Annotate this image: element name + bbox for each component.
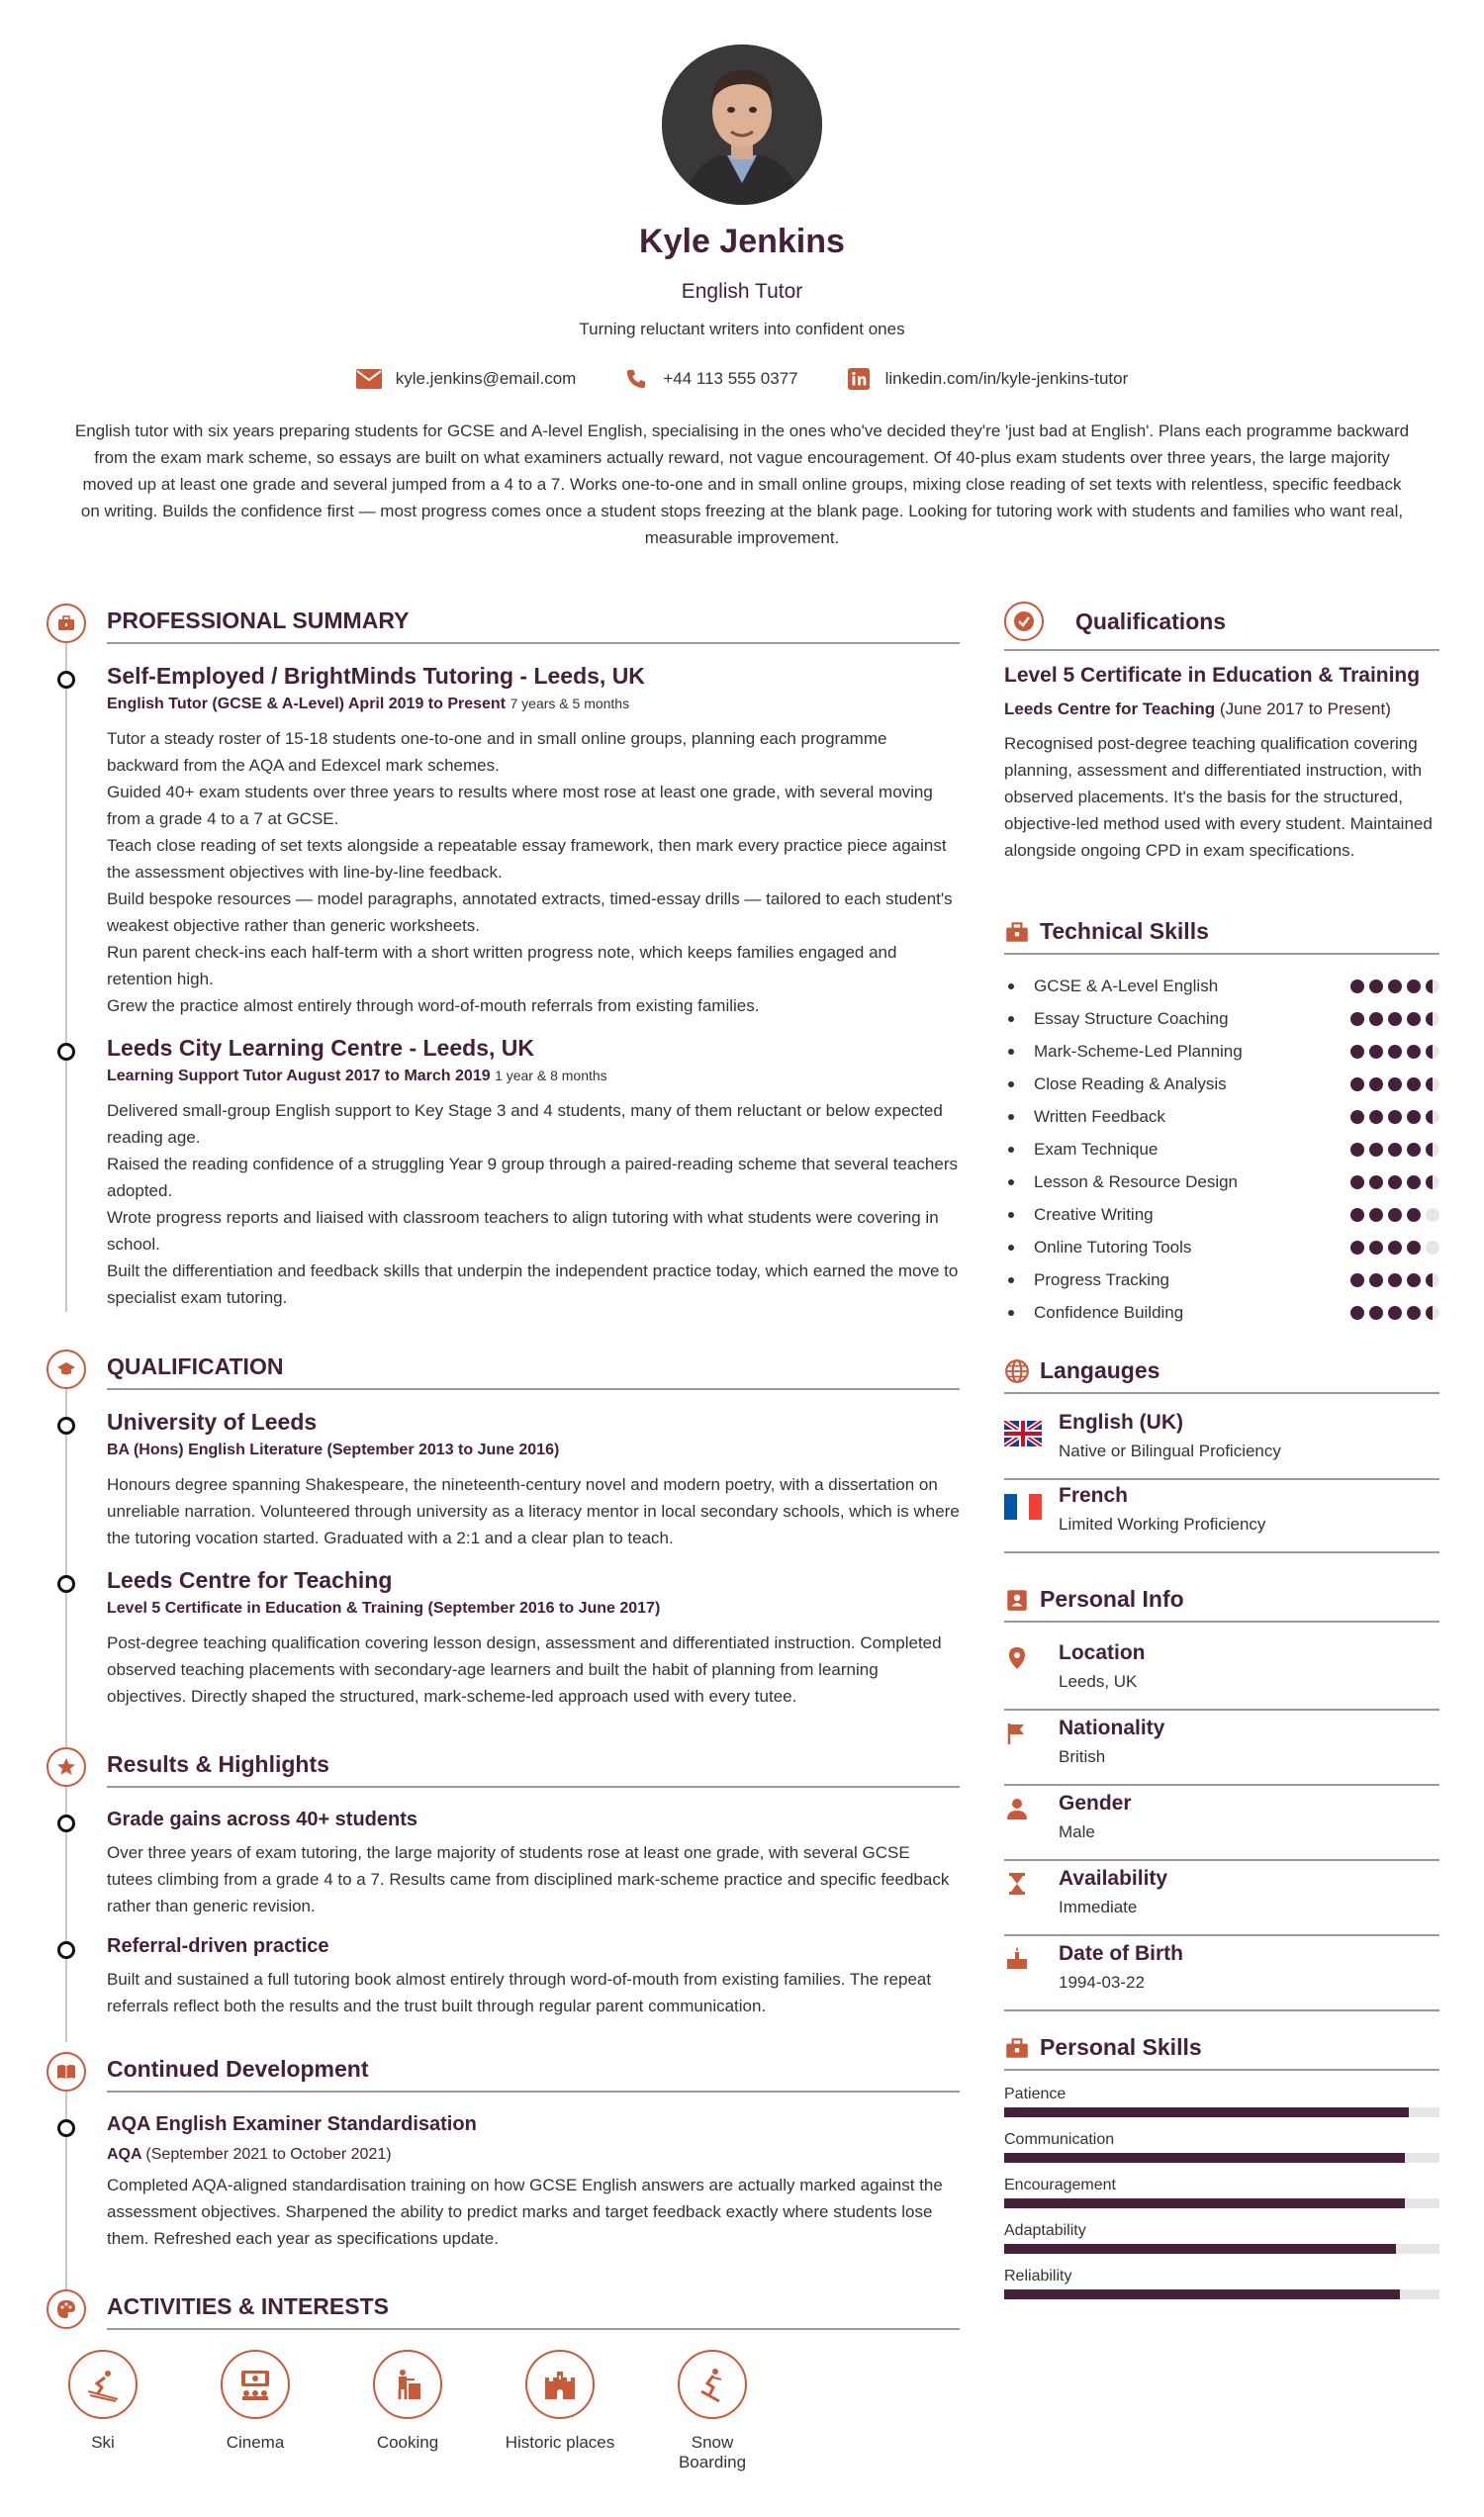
rating-dot (1369, 1175, 1383, 1189)
email-contact[interactable] (356, 368, 577, 390)
skill-name: Written Feedback (1034, 1106, 1165, 1126)
skill-bar-fill (1004, 2289, 1400, 2299)
linkedin-contact[interactable] (846, 368, 1129, 390)
rating-dot (1350, 1045, 1364, 1059)
experience-duration: 1 year & 8 months (495, 1068, 607, 1083)
info-value: Immediate (1059, 1898, 1138, 1916)
bullet-icon (1008, 1016, 1014, 1022)
skill-name: Lesson & Resource Design (1034, 1171, 1239, 1191)
technical-skill-item (1004, 1100, 1439, 1133)
experience-description: Delivered small-group English support to Key Stage 3 and 4 students, many of them reluctant or below expected reading age. Raised the reading confidence of a struggling Year 9 group through a paired-reading scheme that several teachers adopted. Wrote progress reports and liaised with classroom teachers to align tutoring with what students were covering in school. Built the differentiation and feedback skills that underpin the independent practice today, which earned the move to specialist exam tutoring. (107, 1101, 959, 1307)
technical-skill-item (1004, 1165, 1439, 1198)
hourglass-icon (1004, 1871, 1030, 1897)
rating-dot (1388, 1273, 1402, 1287)
info-value: 1994-03-22 (1059, 1973, 1145, 1992)
tagline: Turning reluctant writers into confident ones (579, 320, 905, 338)
education-degree: Level 5 Certificate in Education & Training (September 2016 to June 2017) (107, 1600, 661, 1617)
qualification-description: Recognised post-degree teaching qualification covering planning, assessment and differentiated instruction, with observed placements. It's the basis for the structured, objective-led method used with every student. Maintained alongside ongoing CPD in exam specifications. (1004, 734, 1433, 860)
phone-contact[interactable] (623, 368, 797, 390)
phone-text: +44 113 555 0377 (663, 369, 798, 388)
skill-rating (1350, 1045, 1439, 1059)
section-title-development: Continued Development (107, 2056, 960, 2093)
rating-dot (1369, 1143, 1383, 1157)
skill-bar (1004, 2289, 1439, 2299)
timeline-dot (57, 1941, 75, 1959)
rating-dot (1388, 1306, 1402, 1320)
language-item (1004, 1407, 1439, 1480)
bullet-icon (1008, 1147, 1014, 1153)
personal-skills-heading: Personal Skills (1004, 2034, 1439, 2071)
result-entry (107, 1935, 960, 2019)
personal-info-item (1004, 1863, 1439, 1936)
education-title: University of Leeds (107, 1409, 318, 1435)
personal-info-item (1004, 1637, 1439, 1711)
skill-name: Encouragement (1004, 2177, 1116, 2193)
intro-paragraph: English tutor with six years preparing students for GCSE and A-level English, specialising in the ones who've decided they're 'just bad at English'. Plans each programme backward from the exam mark scheme, so essays are built on what examiners actually reward, not vague encouragement. Of 40-plus exam students over three years, the large majority moved up at least one grade and several jumped from a 4 to a 7. Works one-to-one and in small online groups, mixing close reading of set texts with relentless, specific feedback on writing. Builds the confidence first — most progress comes once a student stops freezing at the blank page. Looking for tutoring work with students and families who want real, measurable improvement. (74, 421, 1410, 547)
development-org: AQA (September 2021 to October 2021) (107, 2146, 392, 2163)
section-title-qualification: QUALIFICATION (107, 1353, 960, 1390)
rating-dot (1350, 1306, 1364, 1320)
cake-icon (1004, 1946, 1030, 1972)
result-description: Over three years of exam tutoring, the large majority of students rose at least one grade, with several GCSE tutees climbing from a grade 4 to a 7. Results came from disciplined mark-scheme practice and specific feedback rather than generic revision. (107, 1843, 950, 1915)
rating-dot (1350, 1143, 1364, 1157)
experience-entry (107, 663, 960, 1019)
timeline-dot (57, 2119, 75, 2137)
timeline-dot (57, 1417, 75, 1435)
technical-skill-item (1004, 1035, 1439, 1068)
profile-photo (662, 45, 822, 205)
rating-dot (1407, 1045, 1421, 1059)
skill-rating (1350, 1012, 1439, 1026)
bullet-icon (1008, 1081, 1014, 1087)
rating-dot (1407, 1241, 1421, 1255)
uk-flag-icon (1004, 1421, 1042, 1446)
email-icon (356, 368, 382, 390)
skill-rating (1350, 1110, 1439, 1124)
rating-dot (1388, 1241, 1402, 1255)
skill-name: Creative Writing (1034, 1204, 1154, 1224)
rating-dot (1426, 1175, 1439, 1189)
email-text: kyle.jenkins@email.com (395, 369, 577, 388)
palette-icon (46, 2289, 86, 2329)
rating-dot (1426, 979, 1439, 993)
skill-rating (1350, 1306, 1439, 1320)
rating-dot (1388, 1208, 1402, 1222)
rating-dot (1407, 1077, 1421, 1091)
timeline-dot (57, 1043, 75, 1061)
flag-icon (1004, 1721, 1030, 1746)
skill-name: Close Reading & Analysis (1034, 1073, 1227, 1093)
timeline-line (65, 641, 67, 1312)
technical-skill-item (1004, 1068, 1439, 1100)
section-title-summary: PROFESSIONAL SUMMARY (107, 607, 960, 644)
skill-rating (1350, 1208, 1439, 1222)
rating-dot (1369, 1077, 1383, 1091)
experience-title: Leeds City Learning Centre - Leeds, UK (107, 1035, 534, 1061)
id-badge-icon (1004, 1587, 1030, 1613)
rating-dot (1388, 1077, 1402, 1091)
briefcase-icon (46, 604, 86, 643)
snowboard-icon (678, 2350, 747, 2419)
bullet-icon (1008, 1179, 1014, 1185)
skill-rating (1350, 1241, 1439, 1255)
toolbox-icon (1004, 919, 1030, 945)
education-description: Post-degree teaching qualification covering lesson design, assessment and differentiated instruction. Completed observed teaching placements with secondary-age learners and built the habit of planning from learning objectives. Directly shaped the structured, mark-scheme-led approach used with every tutee. (107, 1633, 942, 1706)
interest-label: Snow Boarding (678, 2433, 747, 2471)
result-title: Referral-driven practice (107, 1935, 329, 1957)
location-pin-icon (1004, 1645, 1030, 1671)
technical-skill-item (1004, 1296, 1439, 1329)
qualification-org: Leeds Centre for Teaching (June 2017 to Present) (1004, 699, 1391, 718)
rating-dot (1369, 1110, 1383, 1124)
job-title: English Tutor (681, 280, 803, 303)
info-value: British (1059, 1747, 1106, 1766)
interest-label: Historic places (505, 2433, 615, 2452)
rating-dot (1426, 1273, 1439, 1287)
development-title: AQA English Examiner Standardisation (107, 2113, 477, 2135)
personal-info-item (1004, 1788, 1439, 1861)
experience-duration: 7 years & 5 months (510, 696, 630, 711)
castle-icon (525, 2350, 595, 2419)
skill-name: Progress Tracking (1034, 1269, 1169, 1289)
experience-description: Tutor a steady roster of 15-18 students one-to-one and in small online groups, planning each programme backward from the AQA and Edexcel mark schemes. Guided 40+ exam students over three years to results where most rose at least one grade, with several moving from a grade 4 to a 7 at GCSE. Teach close reading of set texts alongside a repeatable essay framework, then mark every practice piece against the assessment objectives with line-by-line feedback. Build bespoke resources — model paragraphs, annotated extracts, timed-essay drills — tailored to each student's weakest objective rather than generic worksheets. Run parent check-ins each half-term with a short written progress note, which keeps families engaged and retention high. Grew the practice almost entirely through word-of-mouth referrals from existing families. (107, 729, 953, 1015)
rating-dot (1407, 1012, 1421, 1026)
rating-dot (1350, 1241, 1364, 1255)
personal-skill-item (1004, 2131, 1439, 2163)
cinema-icon (221, 2350, 290, 2419)
language-item (1004, 1480, 1439, 1553)
rating-dot (1407, 1273, 1421, 1287)
skill-rating (1350, 1175, 1439, 1189)
linkedin-icon (846, 368, 872, 390)
graduation-cap-icon (46, 1350, 86, 1389)
skill-name: GCSE & A-Level English (1034, 976, 1219, 995)
rating-dot (1426, 1012, 1439, 1026)
development-entry (107, 2113, 960, 2252)
rating-dot (1350, 1012, 1364, 1026)
language-name: English (UK) (1059, 1411, 1183, 1434)
rating-dot (1426, 1241, 1439, 1255)
rating-dot (1426, 1110, 1439, 1124)
technical-skills-heading: Technical Skills (1004, 918, 1439, 955)
bullet-icon (1008, 1049, 1014, 1055)
bullet-icon (1008, 983, 1014, 989)
experience-title: Self-Employed / BrightMinds Tutoring - Leeds, UK (107, 663, 645, 689)
technical-skill-item (1004, 1002, 1439, 1035)
languages-heading: Langauges (1004, 1357, 1439, 1394)
interest-label: Cooking (376, 2433, 439, 2452)
skill-name: Confidence Building (1034, 1302, 1184, 1322)
interest-item (47, 2350, 158, 2472)
skill-name: Essay Structure Coaching (1034, 1008, 1229, 1028)
info-label: Nationality (1059, 1717, 1165, 1739)
rating-dot (1426, 1306, 1439, 1320)
rating-dot (1407, 1208, 1421, 1222)
result-description: Built and sustained a full tutoring book almost entirely through word-of-mouth from existing families. The repeat referrals reflect both the results and the trust built through regular parent communication. (107, 1970, 932, 2015)
education-degree: BA (Hons) English Literature (September 2013 to June 2016) (107, 1442, 560, 1458)
personal-skill-item (1004, 2086, 1439, 2117)
rating-dot (1350, 1273, 1364, 1287)
linkedin-text: linkedin.com/in/kyle-jenkins-tutor (884, 369, 1129, 388)
language-level: Native or Bilingual Proficiency (1059, 1442, 1281, 1460)
technical-skills-list (1004, 970, 1439, 1329)
skill-rating (1350, 979, 1439, 993)
rating-dot (1388, 1045, 1402, 1059)
section-title-activities: ACTIVITIES & INTERESTS (107, 2293, 960, 2330)
personal-info-item (1004, 1713, 1439, 1786)
skill-rating (1350, 1143, 1439, 1157)
result-entry (107, 1809, 960, 1919)
rating-dot (1407, 979, 1421, 993)
rating-dot (1426, 1045, 1439, 1059)
candidate-name: Kyle Jenkins (639, 223, 845, 260)
qualification-title: Level 5 Certificate in Education & Training (1004, 664, 1421, 687)
skill-bar (1004, 2153, 1439, 2163)
globe-icon (1004, 1358, 1030, 1384)
rating-dot (1369, 979, 1383, 993)
education-description: Honours degree spanning Shakespeare, the nineteenth-century novel and modern poetry, with a dissertation on unreliable narration. Volunteered through university as a literacy mentor in local secondary schools, which is where the tutoring vocation started. Graduated with a 2:1 and a clear plan to teach. (107, 1475, 960, 1547)
personal-skill-item (1004, 2177, 1439, 2208)
skill-name: Adaptability (1004, 2222, 1086, 2239)
interest-item (505, 2350, 615, 2472)
rating-dot (1407, 1143, 1421, 1157)
interest-item (657, 2350, 768, 2472)
technical-skill-item (1004, 1198, 1439, 1231)
experience-entry (107, 1035, 960, 1311)
bullet-icon (1008, 1212, 1014, 1218)
result-title: Grade gains across 40+ students (107, 1809, 418, 1830)
personal-info-heading: Personal Info (1004, 1586, 1439, 1623)
technical-skill-item (1004, 970, 1439, 1002)
skill-rating (1350, 1273, 1439, 1287)
open-book-icon (46, 2052, 86, 2092)
timeline-dot (57, 1575, 75, 1593)
info-value: Leeds, UK (1059, 1672, 1138, 1691)
language-level: Limited Working Proficiency (1059, 1515, 1266, 1534)
rating-dot (1369, 1241, 1383, 1255)
bullet-icon (1008, 1114, 1014, 1120)
france-flag-icon (1004, 1494, 1042, 1520)
info-label: Date of Birth (1059, 1942, 1183, 1965)
skill-rating (1350, 1077, 1439, 1091)
education-entry (107, 1567, 960, 1710)
rating-dot (1426, 1143, 1439, 1157)
rating-dot (1369, 1208, 1383, 1222)
technical-skill-item (1004, 1133, 1439, 1165)
contact-bar (0, 368, 1484, 390)
qualifications-heading: Qualifications (1004, 602, 1439, 651)
interest-item (352, 2350, 463, 2472)
rating-dot (1350, 979, 1364, 993)
skill-name: Reliability (1004, 2268, 1072, 2284)
rating-dot (1407, 1175, 1421, 1189)
info-value: Male (1059, 1822, 1095, 1841)
rating-dot (1407, 1306, 1421, 1320)
phone-icon (623, 368, 649, 390)
rating-dot (1407, 1110, 1421, 1124)
rating-dot (1350, 1208, 1364, 1222)
personal-skill-item (1004, 2268, 1439, 2299)
rating-dot (1388, 979, 1402, 993)
info-label: Gender (1059, 1792, 1132, 1815)
skill-name: Mark-Scheme-Led Planning (1034, 1041, 1243, 1061)
certificate-icon (1004, 602, 1044, 641)
rating-dot (1369, 1012, 1383, 1026)
language-name: French (1059, 1484, 1129, 1507)
rating-dot (1426, 1208, 1439, 1222)
rating-dot (1350, 1175, 1364, 1189)
experience-role: English Tutor (GCSE & A-Level) April 2019 to Present 7 years & 5 months (107, 696, 630, 712)
technical-skill-item (1004, 1231, 1439, 1263)
skill-name: Communication (1004, 2131, 1115, 2148)
skill-bar-fill (1004, 2153, 1405, 2163)
rating-dot (1388, 1110, 1402, 1124)
personal-skill-item (1004, 2222, 1439, 2254)
ski-icon (68, 2350, 138, 2419)
interests-list (47, 2350, 768, 2472)
skill-bar (1004, 2198, 1439, 2208)
education-entry (107, 1409, 960, 1551)
interest-label: Cinema (226, 2433, 285, 2452)
person-icon (1004, 1796, 1030, 1821)
toolbox-icon (1004, 2035, 1030, 2061)
skill-name: Exam Technique (1034, 1139, 1159, 1159)
info-label: Location (1059, 1641, 1146, 1664)
rating-dot (1388, 1012, 1402, 1026)
bullet-icon (1008, 1310, 1014, 1316)
rating-dot (1369, 1273, 1383, 1287)
personal-info-item (1004, 1938, 1439, 2011)
technical-skill-item (1004, 1263, 1439, 1296)
bullet-icon (1008, 1245, 1014, 1251)
development-description: Completed AQA-aligned standardisation training on how GCSE English answers are actually marked against the assessment objectives. Sharpened the ability to predict marks and target feedback exactly where students lose them. Refreshed each year as specifications update. (107, 2176, 943, 2248)
skill-bar-fill (1004, 2244, 1396, 2254)
rating-dot (1388, 1143, 1402, 1157)
info-label: Availability (1059, 1867, 1168, 1890)
interest-item (200, 2350, 311, 2472)
skill-bar-fill (1004, 2107, 1409, 2117)
skill-bar-fill (1004, 2198, 1405, 2208)
rating-dot (1350, 1110, 1364, 1124)
timeline-dot (57, 671, 75, 689)
timeline-dot (57, 1815, 75, 1832)
interest-label: Ski (91, 2433, 115, 2452)
rating-dot (1426, 1077, 1439, 1091)
rating-dot (1369, 1306, 1383, 1320)
bullet-icon (1008, 1277, 1014, 1283)
education-title: Leeds Centre for Teaching (107, 1567, 393, 1593)
section-title-results: Results & Highlights (107, 1751, 960, 1788)
rating-dot (1369, 1045, 1383, 1059)
rating-dot (1388, 1175, 1402, 1189)
skill-name: Online Tutoring Tools (1034, 1237, 1192, 1257)
experience-role: Learning Support Tutor August 2017 to March 2019 1 year & 8 months (107, 1068, 607, 1084)
skill-bar (1004, 2107, 1439, 2117)
rating-dot (1350, 1077, 1364, 1091)
star-badge-icon (46, 1747, 86, 1787)
skill-name: Patience (1004, 2086, 1067, 2102)
cooking-icon (373, 2350, 442, 2419)
skill-bar (1004, 2244, 1439, 2254)
